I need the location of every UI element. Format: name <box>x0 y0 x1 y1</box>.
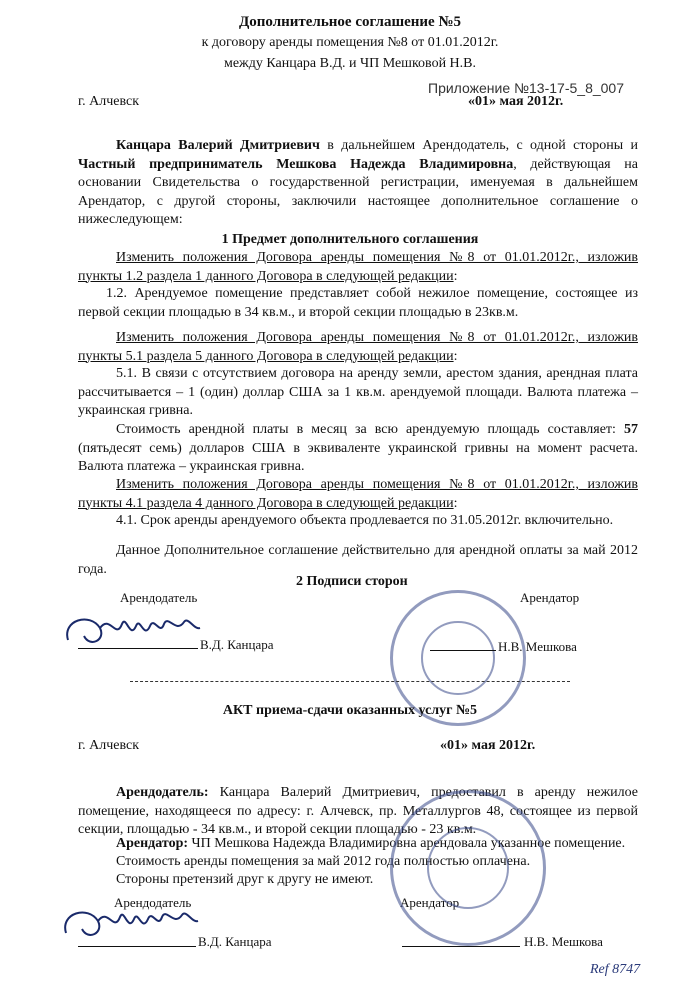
date: «01» мая 2012г. <box>468 94 564 109</box>
section1-heading: 1 Предмет дополнительного соглашения <box>221 232 479 247</box>
amendment-2-text: Изменить положения Договора аренды помещения №8 от 01.01.2012г., изложив пункты 5.1 раздела 5 данного Договора в следующей редакции <box>78 330 638 364</box>
amendment-2: Изменить положения Договора аренды помещения №8 от 01.01.2012г., изложив пункты 5.1 раздела 5 данного Договора в следующей редакции: <box>78 330 638 364</box>
reference-note: Ref 8747 <box>590 962 641 977</box>
lessee-sign-line-2 <box>402 946 520 947</box>
act-lessor-paragraph <box>78 784 638 840</box>
rent-text: Стоимость арендной платы в месяц за всю арендуемую площадь составляет: <box>116 422 624 437</box>
lessee-sign-line-1 <box>430 650 496 651</box>
party1-text: в дальнейшем Арендодатель, с одной стороны и <box>319 138 638 153</box>
party2-name: Частный предприниматель Мешкова Надежда Владимировна <box>78 156 514 172</box>
act-city: г. Алчевск <box>78 738 140 753</box>
lessor-sign-line-2 <box>78 946 196 947</box>
act-claims-paragraph: Стороны претензий друг к другу не имеют. <box>116 872 374 887</box>
document-title: Дополнительное соглашение №5 <box>238 14 462 30</box>
clause-5-1: 5.1. В связи с отсутствием договора на аренду земли, арестом здания, арендная плата рассчитывается – 1 (один) доллар США за 1 кв.м. арендуемой площади. Валюта платежа – украинская гривна. <box>78 366 638 418</box>
act-date: «01» мая 2012г. <box>440 738 536 753</box>
appendix-number: Приложение №13-17-5_8_007 <box>428 80 624 96</box>
rent-paragraph <box>78 421 638 477</box>
seal-stamp-2 <box>390 790 546 946</box>
lessee-label: Арендатор <box>520 590 580 605</box>
clause-1-2: 1.2. Арендуемое помещение представляет собой нежилое помещение, состоящее из первой секции площадью в 34 кв.м., и второй секции площадью в 23кв.м. <box>78 286 638 320</box>
section2-heading: 2 Подписи сторон <box>296 574 408 589</box>
act-lessee-label-sign: Арендатор <box>400 895 460 910</box>
party1-name: Канцара Валерий Дмитриевич <box>116 138 320 153</box>
party2-text: , действующая на основании Свидетельства о государственной регистрации, именуемая в дальнейшем Арендатор, с другой стороны, заключили настоящее дополнительное соглашение о нижеследующем: <box>78 156 638 227</box>
act-payment-paragraph: Стоимость аренды помещения за май 2012 года полностью оплачена. <box>116 854 531 869</box>
act-lessor-label-sign: Арендодатель <box>114 895 192 910</box>
intro-paragraph <box>78 137 638 230</box>
rent-text-end: (пятьдесят семь) долларов США в эквиваленте украинской гривны на момент расчета. Валюта платежа – украинская гривна. <box>78 440 638 474</box>
validity-paragraph: Данное Дополнительное соглашение действительно для арендной оплаты за май 2012 года. <box>78 543 638 577</box>
lessee-sign-name-2: Н.В. Мешкова <box>524 934 603 949</box>
lessor-sign-line-1 <box>78 648 198 649</box>
act-lessee-paragraph <box>78 835 638 854</box>
act-lessor-text: Канцара Валерий Дмитриевич, предоставил в аренду нежилое помещение, находящееся по адресу: г. Алчевск, пр. Металлургов 48, состоящее из первой секции, площадью - 34 кв.м., и второй секции площадью - 23 кв.м. <box>78 785 638 837</box>
city: г. Алчевск <box>78 94 140 109</box>
lessor-sign-name-1: В.Д. Канцара <box>200 637 274 652</box>
act-lessor-label: Арендодатель: <box>116 785 209 800</box>
clause-4-1: 4.1. Срок аренды арендуемого объекта продлевается по 31.05.2012г. включительно. <box>116 513 614 528</box>
amendment-3-text: Изменить положения Договора аренды помещения №8 от 01.01.2012г., изложив пункты 4.1 раздела 4 данного Договора в следующей редакции <box>78 477 638 511</box>
parties-line: между Канцара В.Д. и ЧП Мешковой Н.В. <box>223 56 477 71</box>
act-heading: АКТ приема-сдачи оказанных услуг №5 <box>222 703 478 718</box>
lessor-label: Арендодатель <box>120 590 198 605</box>
lessee-sign-name-1: Н.В. Мешкова <box>498 639 577 654</box>
separator <box>130 681 570 682</box>
amendment-1-text: Изменить положения Договора аренды помещения №8 от 01.01.2012г., изложив пункты 1.2 раздела 1 данного Договора в следующей редакции <box>78 250 638 284</box>
amendment-1: Изменить положения Договора аренды помещения №8 от 01.01.2012г., изложив пункты 1.2 раздела 1 данного Договора в следующей редакции: <box>78 250 638 284</box>
amendment-3: Изменить положения Договора аренды помещения №8 от 01.01.2012г., изложив пункты 4.1 раздела 4 данного Договора в следующей редакции: <box>78 477 638 511</box>
act-lessee-label: Арендатор: <box>116 836 189 851</box>
contract-reference: к договору аренды помещения №8 от 01.01.2012г. <box>201 35 499 50</box>
lessor-sign-name-2: В.Д. Канцара <box>198 934 272 949</box>
lessor-signature-1 <box>60 600 210 660</box>
rent-amount: 57 <box>624 422 638 437</box>
act-lessee-text: ЧП Мешкова Надежда Владимировна арендовала указанное помещение. <box>188 836 626 851</box>
